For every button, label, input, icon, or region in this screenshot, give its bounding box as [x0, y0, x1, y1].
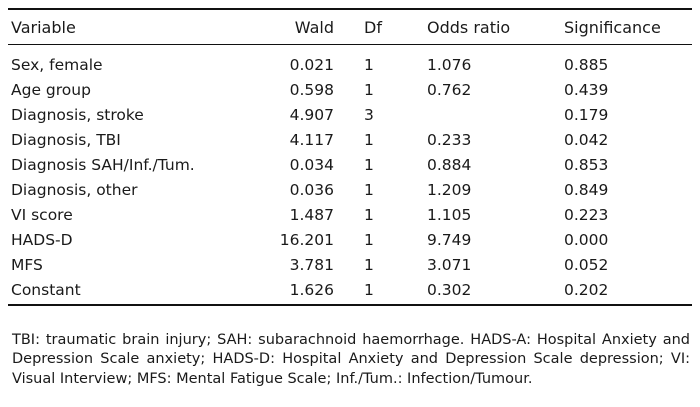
- cell-df: 1: [364, 230, 374, 249]
- cell-odds-ratio: 9.749: [427, 230, 472, 249]
- cell-spacer: [334, 227, 364, 252]
- table-row: [8, 152, 692, 177]
- table-row: [8, 227, 692, 252]
- cell-spacer: [334, 252, 364, 277]
- cell-significance: 0.179: [564, 105, 609, 124]
- cell-odds-ratio: 0.233: [427, 130, 472, 149]
- cell-significance: 0.202: [564, 280, 609, 299]
- cell-spacer: [334, 177, 364, 202]
- cell-odds-ratio: 1.076: [427, 55, 472, 74]
- table-row: [8, 127, 692, 152]
- cell-significance: 0.849: [564, 180, 609, 199]
- cell-wald: 16.201: [279, 230, 334, 249]
- header-spacer: [334, 10, 364, 44]
- header-df: Df: [364, 17, 382, 37]
- cell-significance: 0.853: [564, 155, 609, 174]
- cell-spacer: [334, 152, 364, 177]
- cell-wald: 0.598: [289, 80, 334, 99]
- table-row: [8, 202, 692, 227]
- cell-significance: 0.000: [564, 230, 609, 249]
- cell-df: 1: [364, 280, 374, 299]
- cell-spacer: [334, 127, 364, 152]
- cell-df: 3: [364, 105, 374, 124]
- header-odds-ratio: Odds ratio: [427, 17, 511, 37]
- cell-df: 1: [364, 80, 374, 99]
- cell-variable: Constant: [11, 280, 81, 299]
- cell-variable: VI score: [11, 205, 73, 224]
- cell-variable: MFS: [11, 255, 43, 274]
- table-row: [8, 177, 692, 202]
- cell-variable: Diagnosis, TBI: [11, 130, 121, 149]
- cell-wald: 4.117: [289, 130, 334, 149]
- cell-significance: 0.052: [564, 255, 609, 274]
- cell-odds-ratio: 0.884: [427, 155, 472, 174]
- cell-wald: 0.021: [289, 55, 334, 74]
- table-footnote: TBI: traumatic brain injury; SAH: subarachnoid haemorrhage. HADS-A: Hospital Anxiety and Depression Scale anxiety; HADS-D: Hospital Anxiety and Depression Scale depression; VI: Visual Interview; MFS: Mental Fatigue Scale; Inf./Tum.: Infection/Tumour.: [12, 331, 690, 387]
- cell-variable: Diagnosis SAH/Inf./Tum.: [11, 155, 195, 174]
- cell-df: 1: [364, 255, 374, 274]
- cell-significance: 0.885: [564, 55, 609, 74]
- cell-df: 1: [364, 130, 374, 149]
- cell-odds-ratio: [427, 102, 564, 127]
- table-row: [8, 102, 692, 127]
- cell-odds-ratio: 0.762: [427, 80, 472, 99]
- logistic-regression-table: [8, 10, 692, 302]
- cell-variable: Diagnosis, other: [11, 180, 138, 199]
- table-row: [8, 277, 692, 302]
- table-header-row: [8, 10, 692, 44]
- header-significance: Significance: [564, 17, 661, 37]
- cell-odds-ratio: 1.105: [427, 205, 472, 224]
- cell-odds-ratio: 0.302: [427, 280, 472, 299]
- table-row: [8, 44, 692, 77]
- cell-df: 1: [364, 55, 374, 74]
- cell-df: 1: [364, 155, 374, 174]
- cell-spacer: [334, 77, 364, 102]
- cell-spacer: [334, 102, 364, 127]
- cell-df: 1: [364, 205, 374, 224]
- header-wald: Wald: [294, 17, 334, 37]
- cell-wald: 1.626: [289, 280, 334, 299]
- cell-wald: 0.036: [289, 180, 334, 199]
- cell-wald: 4.907: [289, 105, 334, 124]
- header-variable: Variable: [11, 17, 76, 37]
- cell-wald: 0.034: [289, 155, 334, 174]
- table-bottom-rule: [8, 304, 692, 306]
- cell-variable: HADS-D: [11, 230, 73, 249]
- cell-spacer: [334, 44, 364, 77]
- cell-significance: 0.223: [564, 205, 609, 224]
- table-row: [8, 77, 692, 102]
- cell-variable: Diagnosis, stroke: [11, 105, 144, 124]
- cell-significance: 0.439: [564, 80, 609, 99]
- cell-df: 1: [364, 180, 374, 199]
- cell-spacer: [334, 202, 364, 227]
- cell-variable: Age group: [11, 80, 91, 99]
- cell-odds-ratio: 3.071: [427, 255, 472, 274]
- cell-wald: 1.487: [289, 205, 334, 224]
- cell-variable: Sex, female: [11, 55, 103, 74]
- cell-significance: 0.042: [564, 130, 609, 149]
- cell-spacer: [334, 277, 364, 302]
- table-row: [8, 252, 692, 277]
- cell-wald: 3.781: [289, 255, 334, 274]
- cell-odds-ratio: 1.209: [427, 180, 472, 199]
